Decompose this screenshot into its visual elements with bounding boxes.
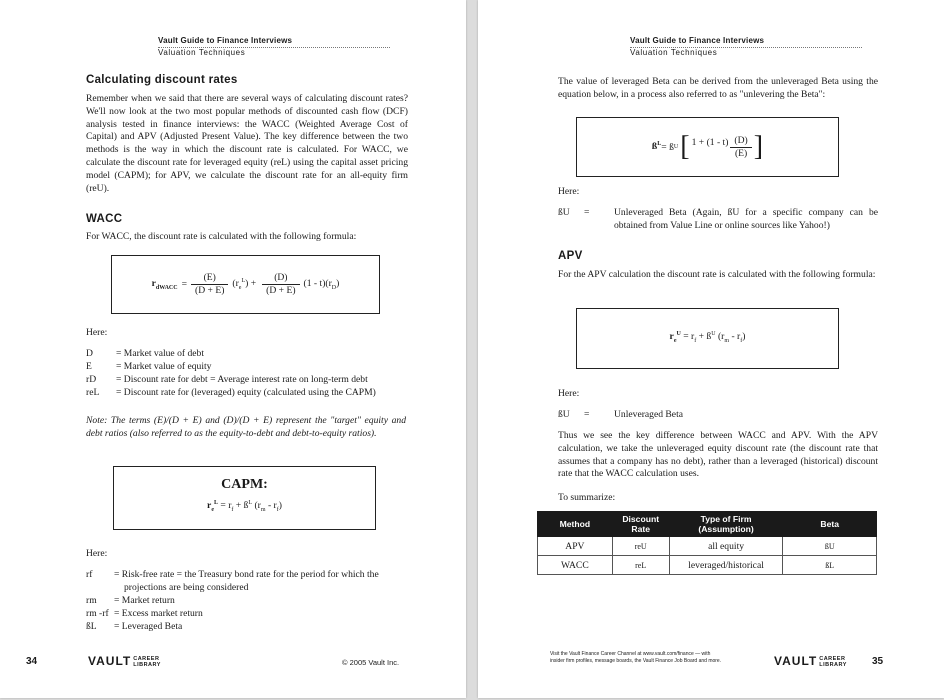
def-beta-description: Unleveraged Beta (Again, ßU for a specific company can be obtained from Value Line or online sources like Yahoo!) — [614, 207, 878, 231]
apv-intro: For the APV calculation the discount rate is calculated with the following formula: — [558, 269, 876, 280]
wacc-formula: $r_{dWACC}$ = $\frac{(E)}{(D + E)}$ $(r_e^L)$ + $\frac{(D)}{(D + E)}$ $(1 - t)(r_D)$ — [151, 272, 340, 296]
intro-paragraph: Remember when we said that there are several ways of calculating discount rates? We'll now look at the two most popular methods of discounted cash flow (DCF) analysis tested in finance interviews: the WACC (Weighted Average Cost of Capital) and APV (Adjusted Present Value). The key difference between the two methods is the way in which the discount rate is calculated. For WACC, we calculate the discount rate for leveraged equity (reL) using the capital asset pricing model (CAPM); for APV, we calculate the discount rate for an all-equity firm (reU). — [86, 93, 408, 194]
beta-formula: $ß^L$ = ß U [ 1 + (1 - t) $\frac{(D)}{(E)}$ ] — [651, 131, 764, 162]
header-subtitle: Valuation Techniques — [630, 48, 718, 57]
definition-row: D = Market value of debt — [86, 348, 204, 359]
wacc-formula-box — [111, 255, 380, 314]
vault-logo-left: VAULT CAREER LIBRARY — [88, 654, 161, 668]
summary-paragraph: Thus we see the key difference between WACC and APV. With the APV calculation, we take the unleveraged equity discount rate (the discount rate that assumes that a company has no debt), rather than a leveraged (historical) discount rate that the WACC calculation uses. — [558, 430, 878, 480]
beta-formula-box — [576, 117, 839, 177]
def-beta-symbol: ßU — [558, 207, 570, 218]
wacc-heading: WACC — [86, 213, 123, 225]
note-paragraph: Note: The terms (E)/(D + E) and (D)/(D + E) represent the "target" equity and debt ratios (also referred to as the equity-to-debt and debt-to-equity ratios). — [86, 415, 406, 439]
running-header — [158, 36, 390, 57]
table-row: APV reU all equity ßU — [538, 537, 877, 556]
definition-row: rm -rf = Excess market return — [86, 608, 203, 619]
wacc-definitions — [86, 348, 416, 400]
apv-formula: $r_e^U = r_f$ + $ß^U$ $(r_m - r_f)$ — [669, 331, 746, 345]
col-header-beta: Beta — [783, 512, 877, 537]
vault-logo-right: VAULT CAREER LIBRARY — [774, 654, 847, 668]
debt-ratio-fraction: $\frac{(D)}{(D + E)}$ — [262, 272, 299, 297]
right-page — [478, 0, 944, 698]
definition-row: reL = Discount rate for (leveraged) equity (calculated using the CAPM) — [86, 387, 376, 398]
to-summarize-label: To summarize: — [558, 492, 616, 503]
definition-row: rD = Discount rate for debt = Average interest rate on long-term debt — [86, 374, 368, 385]
here-label-1: Here: — [558, 186, 580, 197]
definition-row: ßL = Leveraged Beta — [86, 621, 183, 632]
left-page — [0, 0, 466, 698]
def2-symbol: ßU — [558, 409, 570, 420]
wacc-intro: For WACC, the discount rate is calculated with the following formula: — [86, 231, 357, 242]
definition-row: rm = Market return — [86, 595, 175, 606]
right-bracket: ] — [753, 131, 764, 162]
equity-ratio-fraction: $\frac{(E)}{(D + E)}$ — [191, 272, 228, 297]
debt-equity-fraction: $\frac{(D)}{(E)}$ — [730, 135, 751, 160]
here-label-2: Here: — [558, 388, 580, 399]
header-subtitle: Valuation Techniques — [158, 48, 246, 57]
definition-row: projections are being considered — [124, 582, 249, 593]
col-header-type-of-firm: Type of Firm (Assumption) — [669, 512, 783, 537]
summary-table — [537, 511, 877, 575]
copyright: © 2005 Vault Inc. — [342, 658, 400, 667]
header-title: Vault Guide to Finance Interviews — [630, 36, 765, 45]
definition-row: E = Market value of equity — [86, 361, 212, 372]
here-label-2: Here: — [86, 548, 108, 559]
def-beta-equals: = — [584, 207, 590, 218]
beta-intro: The value of leveraged Beta can be derived from the unleveraged Beta using the equation below, in a process also referred to as "unlevering the Beta": — [558, 76, 878, 100]
left-bracket: [ — [680, 131, 690, 162]
header-title: Vault Guide to Finance Interviews — [158, 36, 293, 45]
col-header-discount-rate: Discount Rate — [612, 512, 669, 537]
capm-definitions — [86, 569, 416, 634]
capm-formula-box — [113, 466, 376, 530]
col-header-method: Method — [538, 512, 613, 537]
here-label-1: Here: — [86, 327, 108, 338]
def2-equals: = — [584, 409, 590, 420]
capm-title: CAPM: — [221, 477, 268, 492]
running-header — [630, 36, 862, 57]
page-number-left: 34 — [26, 656, 38, 667]
def2-description: Unleveraged Beta — [614, 409, 683, 420]
capm-formula: $r_e^L = r_f$ + $ß^L$ $(r_m - r_f)$ — [207, 500, 282, 514]
apv-heading: APV — [558, 250, 583, 262]
table-header-row — [538, 512, 877, 537]
apv-formula-box — [576, 308, 839, 369]
page-number-right: 35 — [872, 656, 884, 667]
definition-row: rf = Risk-free rate = the Treasury bond rate for the period for which the — [86, 569, 379, 580]
table-row: WACC reL leveraged/historical ßL — [538, 556, 877, 575]
section-title: Calculating discount rates — [86, 74, 238, 86]
footer-promo: Visit the Vault Finance Career Channel at www.vault.com/finance — with insider firm profiles, message boards, the Vault Finance Job Board and more. — [550, 651, 722, 664]
